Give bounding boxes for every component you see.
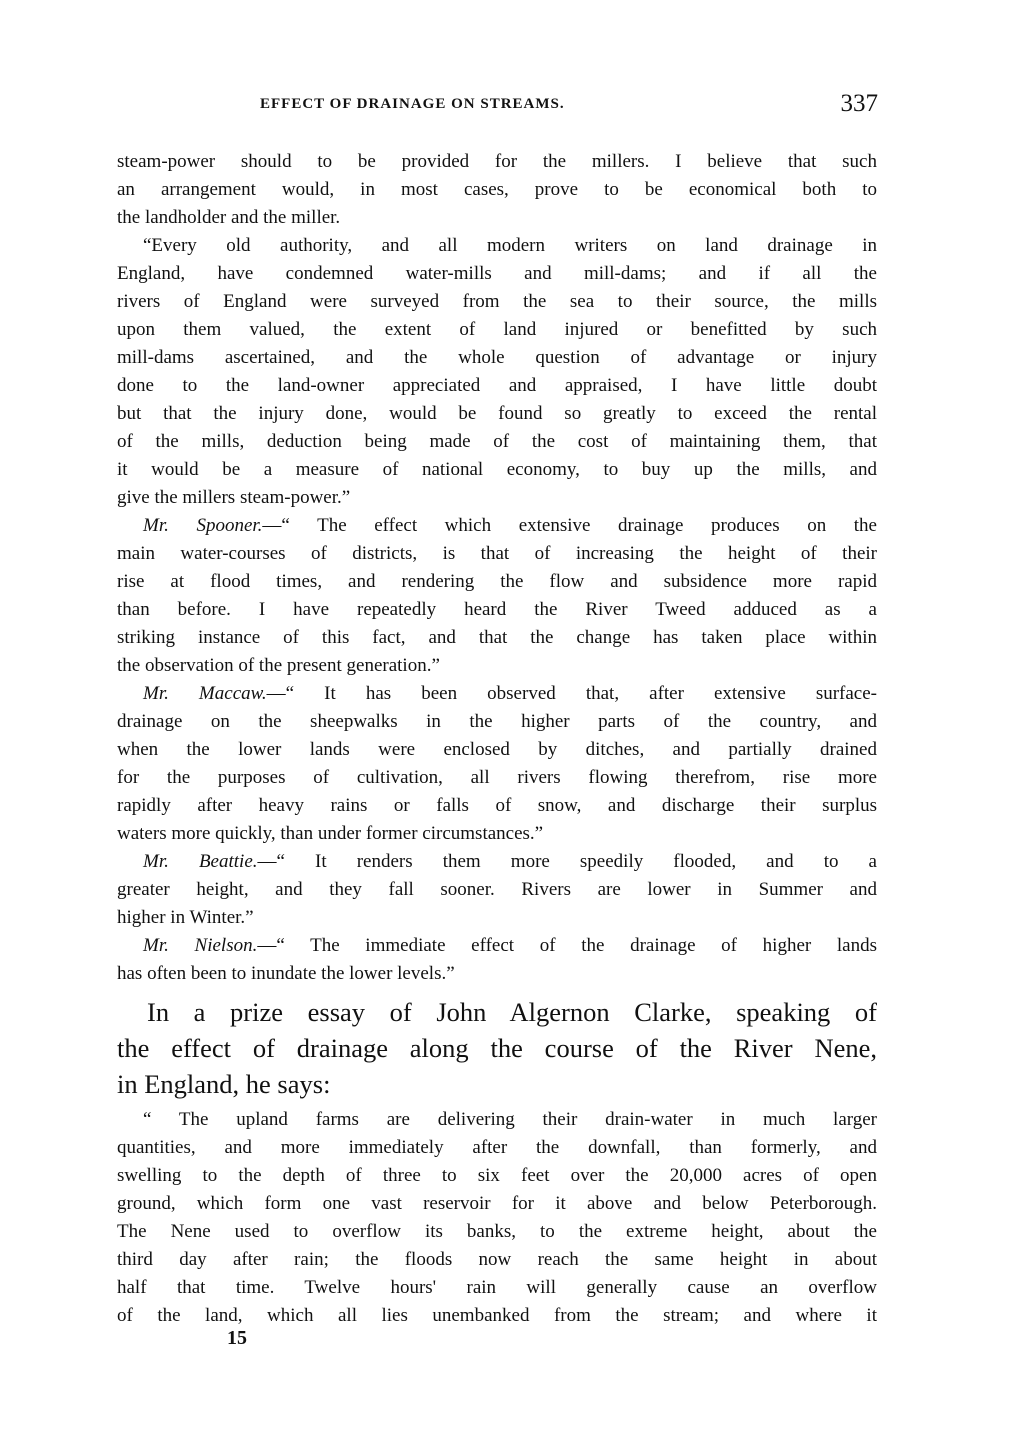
text-line [117, 820, 877, 848]
text-line [117, 400, 877, 428]
text-line [117, 176, 877, 204]
line-text: an arrangement would, in most cases, prove to be economical both to [117, 179, 877, 200]
line-text: give the millers steam-power.” [117, 487, 351, 508]
page-header [260, 90, 878, 120]
paragraph [117, 932, 877, 988]
speaker-name: Mr. Beattie. [143, 851, 258, 872]
line-text: main water-courses of districts, is that of increasing the height of their [117, 543, 877, 564]
line-text: when the lower lands were enclosed by ditches, and partially drained [117, 739, 877, 760]
page-body [117, 148, 877, 1330]
line-text: for the purposes of cultivation, all rivers flowing therefrom, rise more [117, 767, 877, 788]
text-line [117, 288, 877, 316]
text-line [117, 596, 877, 624]
text-line [117, 568, 877, 596]
text-line [117, 232, 877, 260]
line-text: England, have condemned water-mills and mill-dams; and if all the [117, 263, 877, 284]
line-text: —“ It renders them more speedily flooded, and to a [257, 851, 877, 872]
inserted-paragraph [117, 994, 877, 1102]
text-line: in England, he says: [117, 1069, 331, 1099]
text-line [117, 708, 877, 736]
text-line [117, 372, 877, 400]
text-line: quantities, and more immediately after the downfall, than formerly, and [117, 1137, 877, 1158]
running-title: EFFECT OF DRAINAGE ON STREAMS. [260, 96, 565, 112]
closing-paragraph [117, 1106, 877, 1330]
line-text: greater height, and they fall sooner. Rivers are lower in Summer and [117, 879, 877, 900]
text-line: of the land, which all lies unembanked from the stream; and where it [117, 1305, 877, 1326]
text-line: the effect of drainage along the course of the River Nene, [117, 1033, 877, 1063]
line-text: —“ It has been observed that, after extensive surface- [266, 683, 877, 704]
text-line [117, 316, 877, 344]
paragraph [117, 512, 877, 680]
line-text: higher in Winter.” [117, 907, 254, 928]
text-line [117, 932, 877, 960]
line-text: has often been to inundate the lower levels.” [117, 963, 455, 984]
text-line [117, 428, 877, 456]
text-line [117, 764, 877, 792]
text-line [117, 344, 877, 372]
line-text: waters more quickly, than under former circumstances.” [117, 823, 544, 844]
paragraph [117, 680, 877, 848]
text-line [117, 624, 877, 652]
text-line [117, 148, 877, 176]
text-line [117, 540, 877, 568]
speaker-name: Mr. Spooner. [143, 515, 263, 536]
paragraph [117, 148, 877, 232]
line-text: —“ The immediate effect of the drainage of higher lands [257, 935, 877, 956]
page-number: 337 [840, 90, 878, 117]
text-line [117, 792, 877, 820]
text-line [117, 484, 877, 512]
line-text: the observation of the present generation.” [117, 655, 440, 676]
line-text: mill-dams ascertained, and the whole question of advantage or injury [117, 347, 877, 368]
line-text: the landholder and the miller. [117, 207, 341, 228]
line-text: than before. I have repeatedly heard the River Tweed adduced as a [117, 599, 877, 620]
text-line [117, 652, 877, 680]
text-line: half that time. Twelve hours' rain will generally cause an overflow [117, 1277, 877, 1298]
text-line [117, 680, 877, 708]
text-line [117, 904, 877, 932]
line-text: it would be a measure of national economy, to buy up the mills, and [117, 459, 877, 480]
paragraph [117, 848, 877, 932]
text-line [117, 204, 877, 232]
text-line: third day after rain; the floods now reach the same height in about [117, 1249, 877, 1270]
text-line [117, 260, 877, 288]
line-text: —“ The effect which extensive drainage produces on the [262, 515, 877, 536]
line-text: rise at flood times, and rendering the flow and subsidence more rapid [117, 571, 877, 592]
text-line [117, 512, 877, 540]
text-line [117, 736, 877, 764]
paragraph [117, 232, 877, 512]
speaker-name: Mr. Nielson. [143, 935, 258, 956]
line-text: upon them valued, the extent of land injured or benefitted by such [117, 319, 877, 340]
text-line [117, 848, 877, 876]
line-text: drainage on the sheepwalks in the higher parts of the country, and [117, 711, 877, 732]
text-line: ground, which form one vast reservoir for it above and below Peterborough. [117, 1193, 877, 1214]
text-line: swelling to the depth of three to six feet over the 20,000 acres of open [117, 1165, 877, 1186]
speaker-name: Mr. Maccaw. [143, 683, 267, 704]
line-text: “Every old authority, and all modern writers on land drainage in [143, 235, 877, 256]
line-text: rivers of England were surveyed from the sea to their source, the mills [117, 291, 877, 312]
text-line: The Nene used to overflow its banks, to the extreme height, about the [117, 1221, 877, 1242]
text-line [117, 960, 877, 988]
signature-mark: 15 [227, 1327, 247, 1349]
line-text: of the mills, deduction being made of the cost of maintaining them, that [117, 431, 877, 452]
text-line [117, 876, 877, 904]
line-text: striking instance of this fact, and that the change has taken place within [117, 627, 877, 648]
text-line: “ The upland farms are delivering their drain-water in much larger [143, 1109, 877, 1130]
line-text: rapidly after heavy rains or falls of snow, and discharge their surplus [117, 795, 877, 816]
line-text: steam-power should to be provided for the millers. I believe that such [117, 151, 877, 172]
text-line [117, 456, 877, 484]
line-text: but that the injury done, would be found so greatly to exceed the rental [117, 403, 877, 424]
text-line: In a prize essay of John Algernon Clarke, speaking of [147, 997, 877, 1027]
line-text: done to the land-owner appreciated and appraised, I have little doubt [117, 375, 877, 396]
